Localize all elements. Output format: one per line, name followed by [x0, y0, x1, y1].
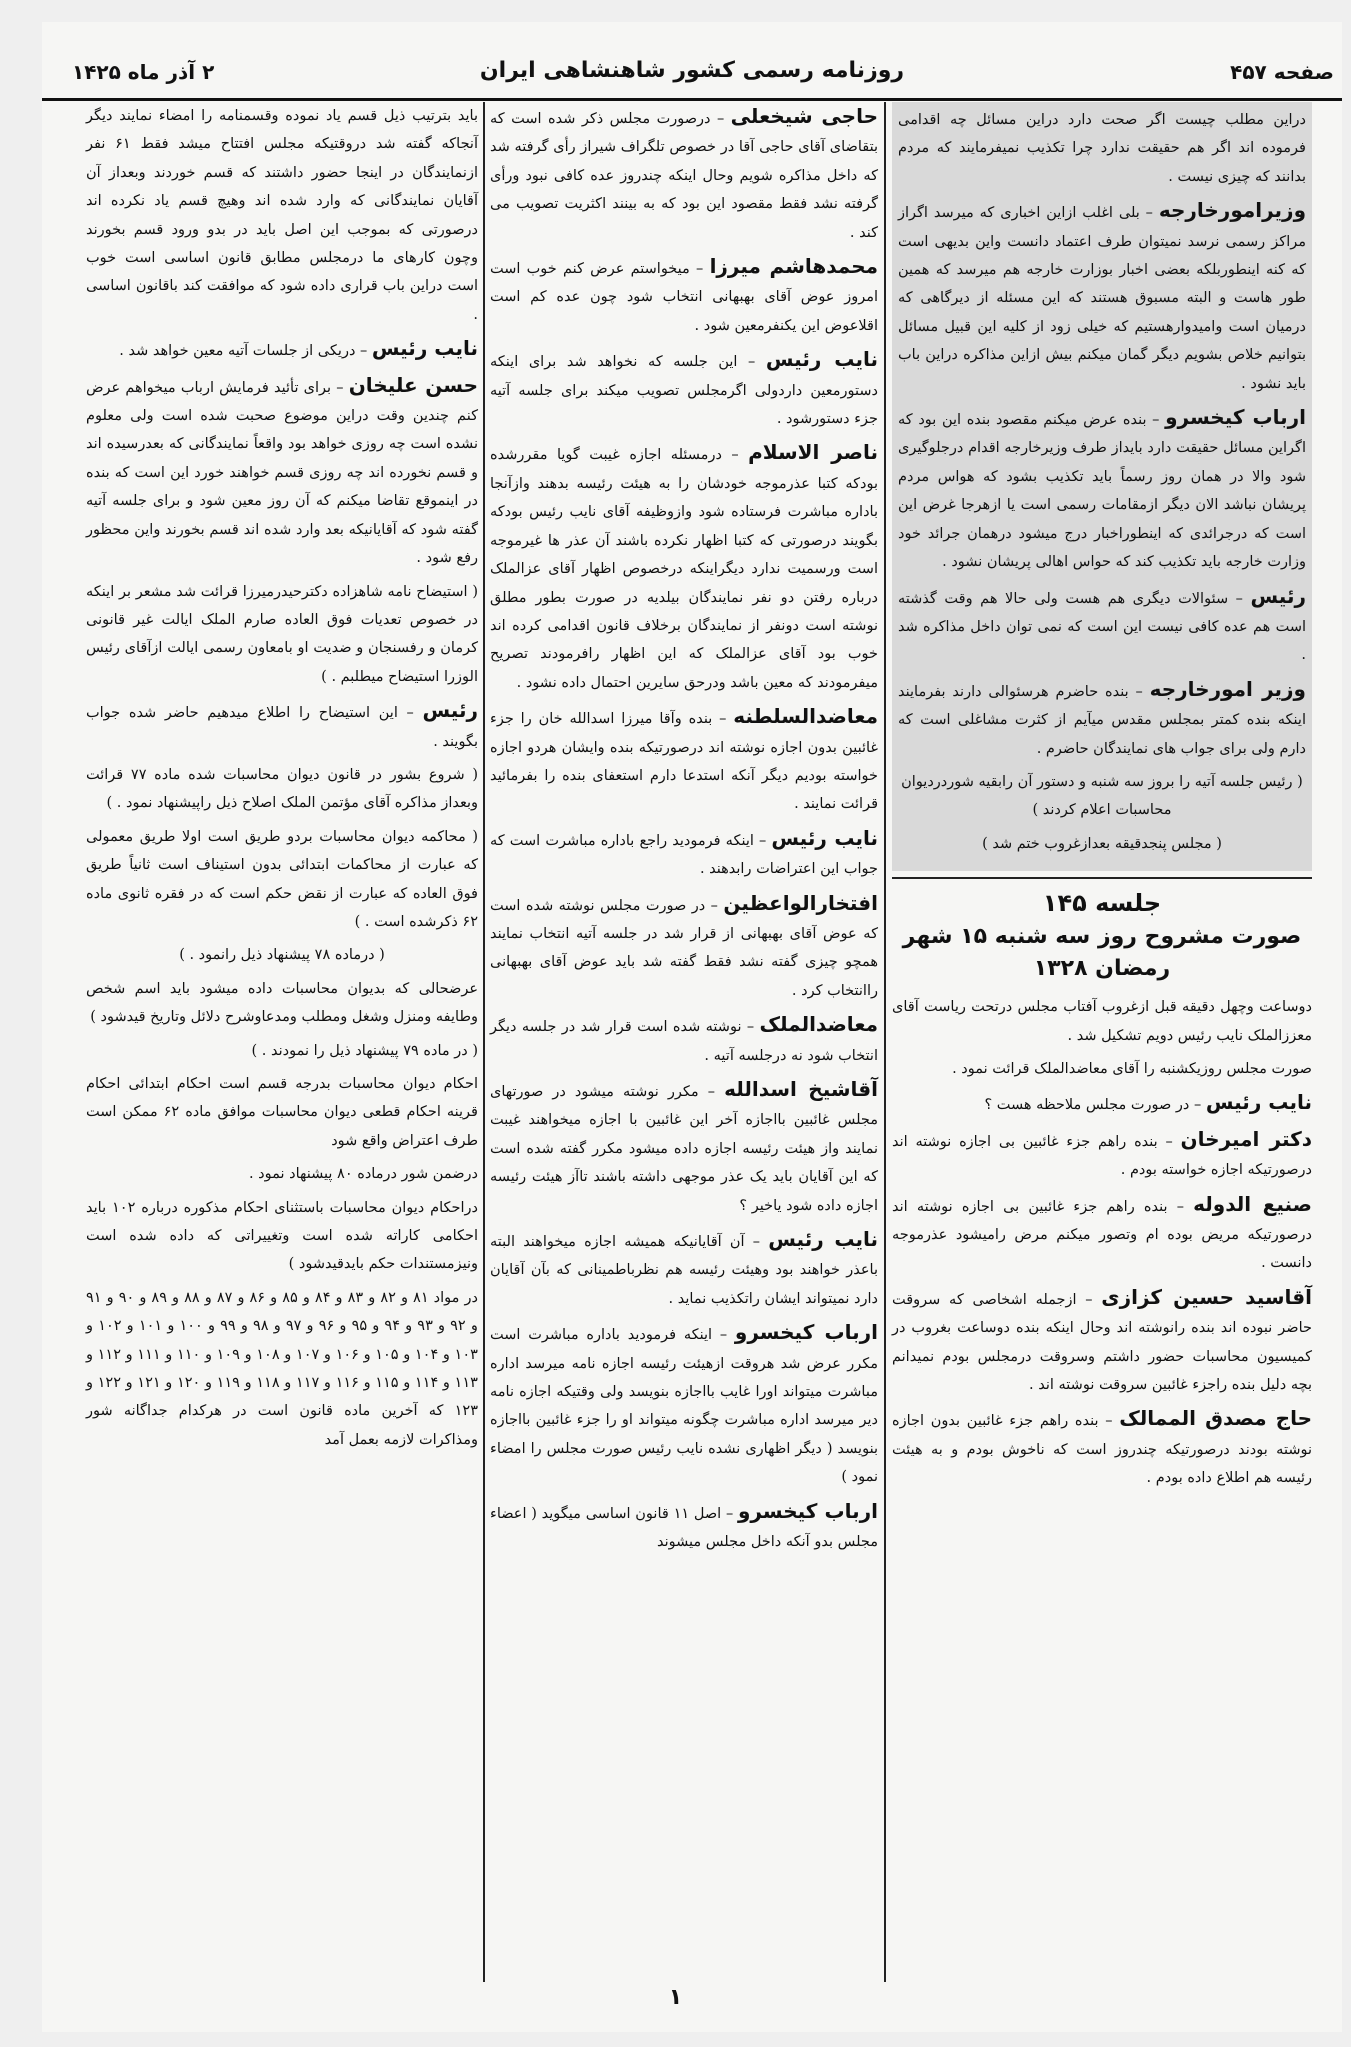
issue-date: ۲ آذر ماه ۱۴۲۵	[72, 60, 215, 84]
speaker-name: ارباب کیخسرو	[737, 1498, 879, 1523]
speech-text: – درمسئله اجازه غیبت گویا مقررشده بودکه کتبا عذرموجه خودشان را به هیئت رئیسه بدهند وازآنجا باداره مباشرت فرستاده شود وازوظیفه آقای نایب رئیس بودکه بگویند درصورتی که کتبا اظهار نکرده باشند آن عذر ها غیرموجه است ورسمیت ندارد دیگراینکه درخصوص اظهار آقای عزالملک درباره رفتن دو نفر نمایندگان بیلدیه در صورت بطور مطلق نوشته است دونفر از نمایندگان برخلاف قانون اقدامی کرده اند خوب بود آقای عزالملک که این اظهار رافرمودند تصریح میفرمودند که معین باشد ودرحق سایرین احتمال داده نشود .	[490, 447, 878, 691]
speech-text: – بنده حاضرم هرسئوالی دارند بفرمایند اینکه بنده کمتر بمجلس مقدس میآیم از کثرت مشاغلی است که دارم ولی برای جواب های نمایندگان حاضرم .	[898, 683, 1306, 757]
speech-text: – بنده وآقا میرزا اسدالله خان را جزء غائبین بدون اجازه نوشته اند درصورتیکه بنده وایشان هردو اجازه خواسته بودیم دیگر آنکه استدعا دارم استعفای بنده را بفرمائید قرائت نمایند .	[490, 711, 878, 813]
column-right	[892, 102, 1312, 1498]
speaker-name: افتخارالواعظین	[723, 890, 879, 915]
speaker-name: معاضدالسلطنه	[733, 704, 879, 729]
speech	[490, 438, 878, 697]
speech-text: – بنده راهم جزء غائبین بی اجازه نوشته اند درصورتیکه مریض بوده ام وتصور میکنم مرض رامیشود عذرموجه دانست .	[892, 1198, 1312, 1272]
speech	[892, 1125, 1312, 1185]
paragraph: عرضحالی که بدیوان محاسبات داده میشود باید اسم شخص وطایفه ومنزل وشغل ومطلب ومدعاوشرح دلائل وتاریخ قیدشود )	[86, 980, 478, 1026]
speech-text: – نوشته شده است قرار شد در جلسه دیگر انتخاب شود نه درجلسه آتیه .	[490, 1019, 878, 1064]
session-heading: صورت مشروح روز سه شنبه ۱۵ شهر رمضان ۱۳۲۸	[902, 924, 1302, 982]
speaker-name: حاج مصدق الممالک	[1119, 1406, 1313, 1431]
speech	[898, 675, 1306, 763]
speaker-name: نایب رئیس	[768, 1227, 879, 1252]
speaker-name: رئیس	[422, 698, 478, 723]
speaker-name: نایب رئیس	[1205, 1090, 1312, 1115]
speech	[86, 696, 478, 756]
speech	[892, 1404, 1312, 1492]
paragraph: دراحکام دیوان محاسبات باستثنای احکام مذکوره درباره ۱۰۲ باید احکامی کاراته شده است وتغییراتی که داده شده است ونیزمستندات حکم بایدقیدشود )	[86, 1199, 478, 1273]
session-number: جلسه ۱۴۵	[1042, 889, 1162, 918]
column-rule-left	[483, 102, 485, 1982]
speech-text: – ازجمله اشخاصی که سروقت حاضر نبوده اند بنده رانوشته اند وحال اینکه بنده دوساعت بغروب در کمیسیون محاسبات حضور داشتم وسروقت درمجلس بودم نمیدانم بچه دلیل بنده راجزء غائبین سروقت نوشته اند .	[892, 1291, 1312, 1394]
speaker-name: وزیرامورخارجه	[1158, 198, 1306, 223]
speaker-name: نایب رئیس	[765, 347, 879, 372]
speaker-name: حسن علیخان	[348, 372, 478, 397]
speech	[86, 371, 478, 573]
shaded-block	[892, 102, 1312, 871]
column-rule-right	[884, 102, 886, 1982]
speaker-name: صنیع الدوله	[1193, 1191, 1313, 1216]
speech	[490, 345, 878, 433]
speech-text: – اینکه فرمودید باداره مباشرت است مکرر عرض شد هروقت ازهیئت رئیسه اجازه نامه میرسد اداره مباشرت میتواند اورا غایب بااجازه بنویسد ولی وقتیکه اجازه نامه دیر میرسد اداره مباشرت چگونه میتواند او را جزء غائبین بااجازه بنویسد ( دیگر اظهاری نشده نایب رئیس صورت مجلس را امضاء نمود )	[490, 1327, 878, 1486]
speech-text: – این استیضاح را اطلاع میدهیم حاضر شده جواب بگویند .	[86, 705, 478, 750]
speech-text: – مکرر نوشته میشود در صورتهای مجلس غائبین بااجازه آخر این غائبین با اجازه میخواهند غیبت نمایند واز هیئت رئیسه اجازه داده میشود مکرر گفته شده است که این آقایان باید یک عذر موجهی داشته باشند تاآز هیئت رئیسه اجازه داده شود یاخیر ؟	[490, 1084, 878, 1214]
speech-text: – دریکی از جلسات آتیه معین خواهد شد .	[119, 343, 368, 360]
gazette-title: روزنامه رسمی کشور شاهنشاهی ایران	[479, 58, 905, 83]
paragraph: باید بترتیب ذیل قسم یاد نموده وقسمنامه را امضاء نمایند دیگر آنجاکه گفته شد دروقتیکه مجلس افتتاح میشد فقط ۶۱ نفر ازنمایندگان در اینجا حضور داشتند که قسم خوردند وبعداز آن آقایان نمایندگانی که وارد شده اند وهیچ قسم یاد نکرده اند درصورتی که بموجب این اصل باید در بدو ورود قسم بخورند وچون کارهای ما درمجلس مطابق قانون اساسی است خوب است دراین باب قراری داده شود که موافقت کند باقانون اساسی .	[86, 108, 478, 323]
speech	[898, 403, 1306, 576]
speaker-name: آقاسید حسین کزازی	[1101, 1284, 1312, 1309]
speech	[490, 1318, 878, 1491]
speech-text: – اصل ۱۱ قانون اساسی میگوید ( اعضاء مجلس بدو آنکه داخل مجلس میشوند	[490, 1505, 878, 1551]
speaker-name: ارباب کیخسرو	[734, 1320, 879, 1345]
speaker-name: ناصر الاسلام	[748, 440, 879, 465]
speech-text: – درصورت مجلس ذکر شده است که بتقاضای آقای حاجی آقا در خصوص تلگراف شیراز رأی گرفته شد که داخل مذاکره شویم وحال اینکه چندروز عده کافی نبود ورأی گرفته نشد فقط مقصود این بود که به بینند اکثریت تصویب می کند .	[490, 111, 878, 241]
speech	[490, 1225, 878, 1313]
speech-text: – در صورت مجلس نوشته شده است که عوض آقای بهبهانی از قرار شد در جلسه آتیه انتخاب نمایند همچو چیزی گفته نشد فقط گفته شد باید عوض آقای بهبهانی راانتخاب کرد .	[490, 897, 878, 999]
speaker-name: دکتر امیرخان	[1180, 1126, 1313, 1151]
speaker-name: ارباب کیخسرو	[1165, 405, 1306, 430]
speech-text: – این جلسه که نخواهد شد برای اینکه دستورمعین داردولی اگرمجلس تصویب میکند برای جلسه آتیه جزء دستورشود .	[490, 354, 878, 428]
column-middle	[490, 102, 878, 1562]
divider	[892, 877, 1312, 879]
paragraph: ( در ماده ۷۹ پیشنهاد ذیل را نمودند . )	[251, 1042, 478, 1059]
speech-text: – بنده راهم جزء غائبین بی اجازه نوشته اند درصورتیکه اجازه خواسته بودم .	[892, 1133, 1312, 1179]
speaker-name: نایب رئیس	[371, 336, 478, 361]
speaker-name: وزیر امورخارجه	[1149, 676, 1306, 701]
speech	[490, 889, 878, 1006]
speech-text: – بنده راهم جزء غائبین بدون اجازه نوشته بودند درصورتیکه چندروز است که ناخوش بودم و به هیئت رئیسه هم اطلاع داده بودم .	[892, 1413, 1312, 1487]
paragraph: ( محاکمه دیوان محاسبات بردو طریق است اولا طریق معمولی که عبارت از محاکمات ابتدائی بدون استیناف است ثانیاً طریق فوق العاده که عبارت از نقض حکم است که در فقره ثانوی ماده ۶۲ ذکرشده است . )	[86, 828, 478, 930]
paragraph: دوساعت وچهل دقیقه قبل ازغروب آفتاب مجلس درتحت ریاست آقای معززالملک نایب رئیس دویم تشکیل شد .	[892, 999, 1312, 1044]
paragraph: ( استیضاح نامه شاهزاده دکترحیدرمیرزا قرائت شد مشعر بر اینکه در خصوص تعدیات فوق العاده صارم الملک ایالت غیر قانونی کرمان و رفسنجان و ضدیت او بامعاون رسمی ایالت ازآقای رئیس الوزرا استیضاح میطلبم . )	[86, 583, 478, 685]
speaker-name: حاجی شیخعلی	[730, 104, 878, 128]
speech	[898, 582, 1306, 670]
masthead	[42, 52, 1342, 101]
speech	[490, 102, 878, 247]
speaker-name: آقاشیخ اسدالله	[724, 1077, 879, 1101]
speech-text: – آن آقایانیکه همیشه اجازه میخواهند البته باعذر خواهند بود وهیئت رئیسه هم نظرباطمینانی که بآن آقایان دارد نمیتواند ایشان راتکذیب نماید .	[490, 1234, 878, 1307]
speech	[86, 334, 478, 365]
speech-text: – سئوالات دیگری هم هست ولی حالا هم وقت گذشته است هم عده کافی نیست این است که نمی توان داخل مذاکره شد .	[898, 590, 1306, 664]
speech	[892, 1283, 1312, 1400]
speech-text: – برای تأئید فرمایش ارباب میخواهم عرض کنم چندین وقت دراین موضوع صحبت شده است ولی معلوم نشده است چه روزی خواهد بود واقعاً نمایندگانی که بعدرسیده اند و قسم نخورده اند چه روزی قسم خواهند خورد این است که بنده در اینموقع تقاضا میکنم که آن روز معین شود و برای جلسه آتیه گفته شود که آقایانیکه بعد وارد شده اند قسم بخورند واین محظور رفع شود .	[86, 379, 478, 567]
speaker-name: محمدهاشم میرزا	[709, 254, 879, 279]
column-left	[86, 102, 478, 1459]
note: ( مجلس پنجدقیقه بعدازغروب ختم شد )	[982, 835, 1222, 852]
paragraph: درضمن شور درماده ۸۰ پیشنهاد نمود .	[248, 1166, 478, 1183]
speaker-name: نایب رئیس	[771, 825, 879, 850]
speech	[892, 1088, 1312, 1119]
speech-text: – میخواستم عرض کنم خوب است امروز عوض آقای بهبهانی انتخاب شود چون عده کم است اقلاعوض این یکنفرمعین شود .	[490, 261, 878, 334]
speech	[490, 1497, 878, 1557]
speech-text: – بلی اغلب ازاین اخباری که میرسد اگراز مراکز رسمی نرسد نمیتوان طرف اعتماد دانست واین بدیهی است که کنه اینطوربلکه بعضی اخبار بوزارت خارجه هم میرسد که همین طور هاست و البته مسبوق هستند که این مسئله از دیرگاهی که درمیان است وامیدوارهستیم که خیلی زود از کلیه این قبیل مسائل بتوانیم خلاص بشویم دیگر گمان میکنم بیش ازاین مذاکره دراین باب باید نشود .	[898, 205, 1306, 392]
page-label: صفحه ۴۵۷	[1230, 60, 1334, 84]
note: ( رئیس جلسه آتیه را بروز سه شنبه و دستور آن رابقیه شوردردیوان محاسبات اعلام کردند )	[901, 773, 1303, 819]
speech-text: – در صورت مجلس ملاحظه هست ؟	[984, 1097, 1202, 1114]
paragraph: ( درماده ۷۸ پیشنهاد ذیل رانمود . )	[179, 947, 385, 964]
speech	[490, 824, 878, 884]
speech	[490, 1075, 878, 1220]
paragraph: در مواد ۸۱ و ۸۲ و ۸۳ و ۸۴ و ۸۵ و ۸۶ و ۸۷ و ۸۸ و ۸۹ و ۹۰ و ۹۱ و ۹۲ و ۹۳ و ۹۴ و ۹۵ و ۹۶ و ۹۷ و ۹۸ و ۹۹ و ۱۰۰ و ۱۰۱ و ۱۰۲ و ۱۰۳ و ۱۰۴ و ۱۰۵ و ۱۰۶ و ۱۰۷ و ۱۰۸ و ۱۰۹ و ۱۱۰ و ۱۱۱ و ۱۱۲ و ۱۱۳ و ۱۱۴ و ۱۱۵ و ۱۱۶ و ۱۱۷ و ۱۱۸ و ۱۱۹ و ۱۲۰ و ۱۲۱ و ۱۲۲ و ۱۲۳ که آخرین ماده قانون است در هرکدام جداگانه شور ومذاکرات لازمه بعمل آمد	[86, 1289, 478, 1448]
speaker-name: معاضدالملک	[759, 1012, 878, 1037]
speaker-name: رئیس	[1250, 583, 1306, 608]
speech	[898, 196, 1306, 398]
speech	[490, 702, 878, 819]
speech	[490, 1010, 878, 1070]
paragraph: احکام دیوان محاسبات بدرجه قسم است احکام ابتدائی احکام قرینه احکام قطعی دیوان محاسبات موافق ماده ۶۲ ممکن است طرف اعتراض واقع شود	[86, 1076, 478, 1149]
paragraph: ( شروع بشور در قانون دیوان محاسبات شده ماده ۷۷ قرائت وبعداز مذاکره آقای مؤتمن الملک اصلاح ذیل راپیشنهاد نمود . )	[86, 766, 478, 812]
speech-text: – اینکه فرمودید راجع باداره مباشرت است که جواب این اعتراضات رابدهند .	[490, 832, 878, 878]
paragraph: دراین مطلب چیست اگر صحت دارد دراین مسائل چه اقدامی فرموده اند اگر هم حقیقت ندارد چرا تکذیب نمیفرمایند که مردم بدانند که چیزی نیست .	[898, 112, 1306, 185]
speech	[892, 1190, 1312, 1278]
page-number: ۱	[668, 1985, 683, 2010]
speech-text: – بنده عرض میکنم مقصود بنده این بود که اگراین مسائل حقیقت دارد بایداز طرف وزیرخارجه اقدام درجلوگیری شود والا در همان روز رسماً باید تکذیب بشود که هواس مردم پریشان نباشد الان دیگر ازمقامات رسمی است یا ازهرجا غرض این است که درجرائدی که اینطوراخبار درج میشود درهمان جرائد خود وزارت خارجه باید تکذیب کند که حواس اهالی پریشان نشود .	[898, 412, 1306, 571]
paragraph: صورت مجلس روزیکشنبه را آقای معاضدالملک قرائت نمود .	[952, 1060, 1312, 1077]
speech	[490, 252, 878, 340]
